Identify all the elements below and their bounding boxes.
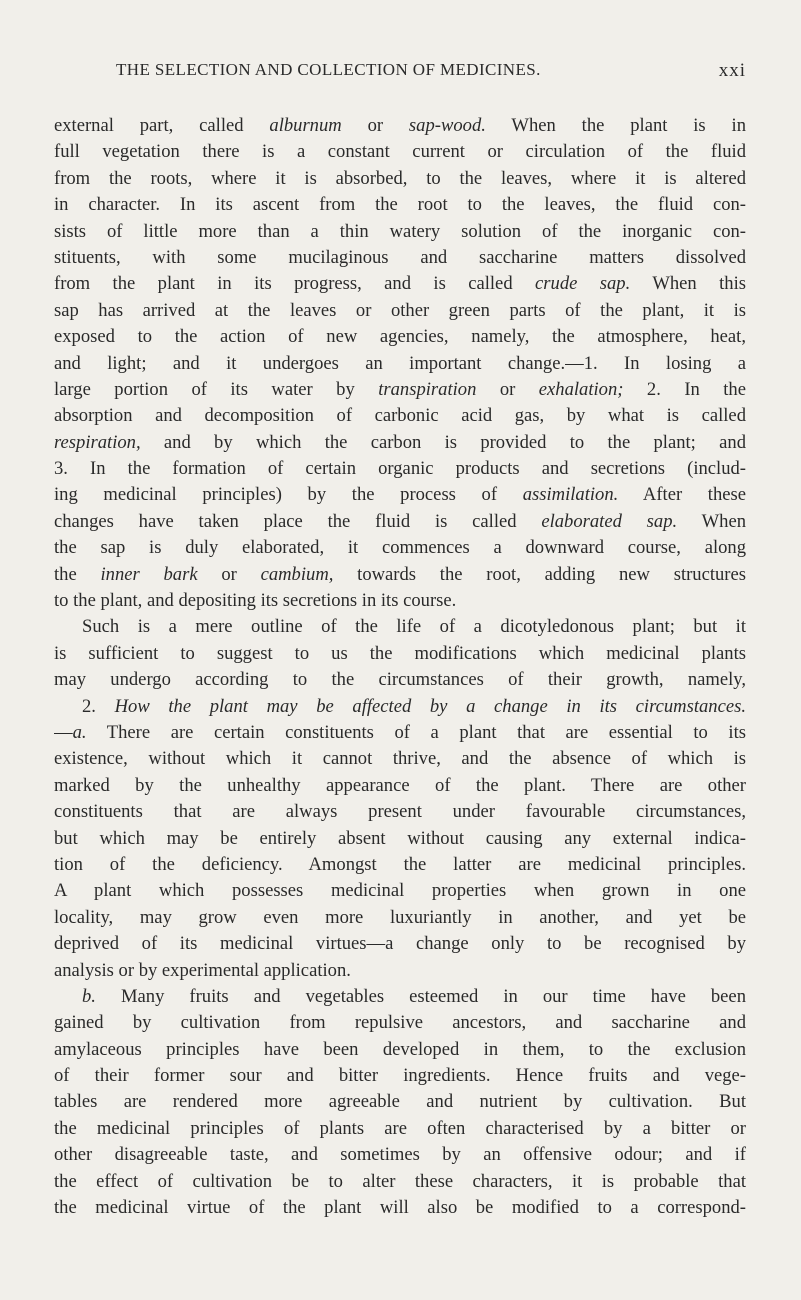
text-run: constituents that are always present under favourable circumstances, bbox=[54, 801, 746, 823]
page-number: xxi bbox=[718, 60, 746, 81]
italic-text: transpiration bbox=[378, 378, 477, 400]
text-line bbox=[54, 1116, 746, 1142]
text-run: external part, called bbox=[54, 115, 270, 136]
text-run: the effect of cultivation be to alter these characters, it is probable that bbox=[54, 1170, 746, 1192]
text-run: the sap is duly elaborated, it commences a downward course, along bbox=[54, 537, 746, 559]
text-run: of their former sour and bitter ingredients. Hence fruits and vege- bbox=[54, 1065, 746, 1087]
text-run: sists of little more than a thin watery solution of the inorganic con- bbox=[54, 220, 746, 242]
page-header bbox=[54, 60, 746, 84]
text-line bbox=[54, 1089, 746, 1115]
text-line bbox=[54, 852, 746, 878]
text-run: full vegetation there is a constant current or circulation of the fluid bbox=[54, 141, 746, 163]
text-run: Many fruits and vegetables esteemed in our time have been bbox=[95, 985, 746, 1007]
text-line bbox=[54, 298, 746, 324]
text-run: ing medicinal principles) by the process of bbox=[54, 484, 523, 506]
text-run: sap has arrived at the leaves or other green parts of the plant, it is bbox=[54, 299, 746, 321]
italic-text: assimilation. bbox=[522, 484, 619, 506]
text-run: large portion of its water by bbox=[54, 378, 379, 400]
text-run: stituents, with some mucilaginous and saccharine matters dissolved bbox=[54, 246, 746, 268]
text-run: 2. bbox=[82, 695, 115, 717]
text-run: or bbox=[197, 563, 261, 585]
text-line bbox=[54, 1142, 746, 1168]
text-run: amylaceous principles have been developed in them, to the exclusion bbox=[54, 1038, 746, 1060]
text-line bbox=[54, 720, 746, 746]
text-line bbox=[54, 931, 746, 957]
text-run: After these bbox=[618, 484, 746, 506]
text-run: and by which the carbon is provided to the plant; and bbox=[140, 431, 746, 453]
text-line bbox=[54, 588, 746, 614]
text-line bbox=[54, 878, 746, 904]
text-run: deprived of its medicinal virtues—a change only to be recognised by bbox=[54, 933, 746, 955]
text-line bbox=[54, 614, 746, 640]
text-run: existence, without which it cannot thrive, and the absence of which is bbox=[54, 748, 746, 770]
text-run: There are certain constituents of a plant that are essential to its bbox=[86, 721, 746, 743]
text-run: marked by the unhealthy appearance of the plant. There are other bbox=[54, 774, 746, 796]
text-run: or bbox=[341, 115, 409, 136]
italic-text: alburnum bbox=[269, 115, 342, 136]
text-run: tion of the deficiency. Amongst the latter are medicinal principles. bbox=[54, 853, 746, 875]
text-run: in character. In its ascent from the root to the leaves, the fluid con- bbox=[54, 194, 746, 216]
text-line bbox=[54, 192, 746, 218]
text-run: absorption and decomposition of carbonic acid gas, by what is called bbox=[54, 405, 746, 427]
text-line bbox=[54, 1063, 746, 1089]
body-text bbox=[54, 113, 746, 1221]
text-line bbox=[54, 456, 746, 482]
text-line bbox=[54, 799, 746, 825]
text-run: changes have taken place the fluid is called bbox=[54, 510, 542, 532]
text-run: When bbox=[677, 510, 746, 532]
text-run: to the plant, and depositing its secretions in its course. bbox=[54, 590, 457, 612]
text-line bbox=[54, 1010, 746, 1036]
text-run: A plant which possesses medicinal properties when grown in one bbox=[54, 880, 746, 902]
text-run: exposed to the action of new agencies, namely, the atmosphere, heat, bbox=[54, 326, 746, 348]
text-run: analysis or by experimental application. bbox=[54, 959, 351, 981]
text-line bbox=[54, 351, 746, 377]
text-line bbox=[54, 773, 746, 799]
italic-text: cambium, bbox=[260, 563, 334, 585]
text-run: tables are rendered more agreeable and nutrient by cultivation. But bbox=[54, 1091, 746, 1113]
text-line bbox=[54, 667, 746, 693]
italic-text: sap-wood. bbox=[408, 115, 486, 136]
text-run: When the plant is in bbox=[485, 115, 746, 136]
text-line bbox=[54, 113, 746, 139]
text-run: locality, may grow even more luxuriantly in another, and yet be bbox=[54, 906, 746, 928]
text-run: or bbox=[476, 378, 539, 400]
text-line bbox=[54, 562, 746, 588]
text-line bbox=[54, 905, 746, 931]
text-run: the medicinal principles of plants are often characterised by a bitter or bbox=[54, 1117, 746, 1139]
text-line bbox=[54, 641, 746, 667]
italic-text: elaborated sap. bbox=[541, 510, 678, 532]
text-line bbox=[54, 245, 746, 271]
text-line bbox=[54, 403, 746, 429]
italic-text: a. bbox=[72, 721, 87, 743]
text-run: Such is a mere outline of the life of a dicotyledonous plant; but it bbox=[82, 616, 746, 638]
text-run: from the plant in its progress, and is called bbox=[54, 273, 536, 295]
text-run: 2. In the bbox=[623, 378, 746, 400]
text-line bbox=[54, 377, 746, 403]
text-line bbox=[54, 139, 746, 165]
text-run: is sufficient to suggest to us the modifications which medicinal plants bbox=[54, 642, 746, 664]
text-line bbox=[54, 746, 746, 772]
italic-text: exhalation; bbox=[538, 378, 624, 400]
running-title: THE SELECTION AND COLLECTION OF MEDICINES. bbox=[116, 60, 541, 79]
text-run: When this bbox=[630, 273, 746, 295]
text-line bbox=[54, 1169, 746, 1195]
text-line bbox=[54, 958, 746, 984]
text-run: the medicinal virtue of the plant will also be modified to a correspond- bbox=[54, 1197, 746, 1219]
text-run: other disagreeable taste, and sometimes by an offensive odour; and if bbox=[54, 1144, 746, 1166]
text-run: may undergo according to the circumstances of their growth, namely, bbox=[54, 669, 746, 691]
italic-text: crude sap. bbox=[535, 273, 631, 295]
italic-text: inner bark bbox=[100, 563, 198, 585]
text-line bbox=[54, 1195, 746, 1221]
italic-text: b. bbox=[82, 985, 96, 1007]
italic-text: How the plant may be affected by a change in its circumstances. bbox=[114, 695, 746, 717]
text-run: the bbox=[54, 563, 101, 585]
text-line bbox=[54, 1037, 746, 1063]
text-line bbox=[54, 430, 746, 456]
text-run: — bbox=[54, 721, 73, 743]
text-run: gained by cultivation from repulsive ancestors, and saccharine and bbox=[54, 1012, 746, 1034]
text-line bbox=[54, 219, 746, 245]
text-run: 3. In the formation of certain organic products and secretions (includ- bbox=[54, 458, 746, 480]
text-line bbox=[54, 166, 746, 192]
text-line bbox=[54, 694, 746, 720]
text-line bbox=[54, 826, 746, 852]
text-line bbox=[54, 984, 746, 1010]
italic-text: respiration, bbox=[54, 431, 141, 453]
text-line bbox=[54, 535, 746, 561]
text-run: but which may be entirely absent without causing any external indica- bbox=[54, 827, 746, 849]
text-run: and light; and it undergoes an important change.—1. In losing a bbox=[54, 352, 746, 374]
text-line bbox=[54, 509, 746, 535]
text-line bbox=[54, 482, 746, 508]
text-line bbox=[54, 271, 746, 297]
text-run: from the roots, where it is absorbed, to the leaves, where it is altered bbox=[54, 167, 746, 189]
text-run: towards the root, adding new structures bbox=[333, 563, 746, 585]
text-line bbox=[54, 324, 746, 350]
